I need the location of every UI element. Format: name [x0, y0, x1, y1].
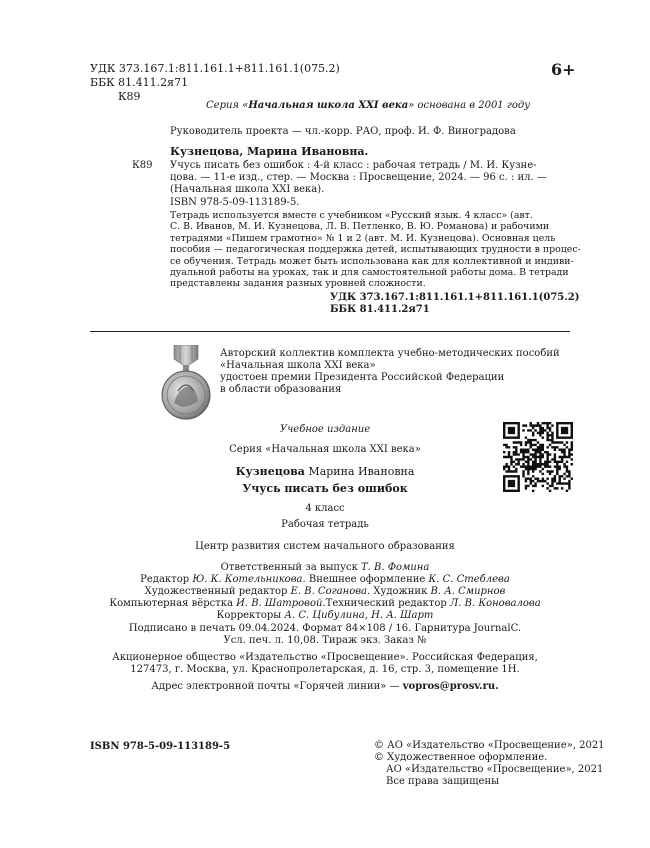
hotline-email-link[interactable]: vopros@prosv.ru.: [402, 681, 499, 692]
imprint-center: Центр развития систем начального образования: [195, 541, 455, 552]
footer-copyrights: © АО «Издательство «Просвещение», 2021 © Художественное оформление. АО «Издательство «Просвещение», 2021 Все права защищены: [374, 740, 605, 787]
imprint-grade: 4 класс: [305, 503, 345, 514]
biblio-description: Учусь писать без ошибок : 4-й класс : рабочая тетрадь / М. И. Кузне- цова. — 11-е изд., стер. — Москва : Просвещение, 2024. — 96 с. : ил. — (Начальная школа XXI века). ISBN 978-5-09-113189-5.: [170, 160, 547, 208]
imprint-author: Кузнецова Марина Ивановна: [235, 465, 415, 478]
imprint-staff: Ответственный за выпуск Т. В. Фомина Редактор Ю. К. Котельникова. Внешнее оформление К. С. Стеблева Художественный редактор Е. В. Соганова. Художник В. А. Смирнов Компьютерная вёрстка И. В. Шатровой.Технический редактор Л. В. Коновалова Корректоры А. С. Цибулина, Н. А. Шарт: [109, 562, 541, 621]
footer-isbn: ISBN 978-5-09-113189-5: [90, 741, 231, 752]
imprint-print-info: Подписано в печать 09.04.2024. Формат 84×108 / 16. Гарнитура JournalC. Усл. печ. л. 10,08. Тираж экз. Заказ №: [128, 623, 522, 646]
header-author-mark: К89: [118, 90, 141, 103]
header-udk: УДК 373.167.1:811.161.1+811.161.1(075.2): [90, 62, 340, 75]
divider: [90, 331, 570, 332]
imprint-kind: Рабочая тетрадь: [281, 519, 369, 530]
header-bbk: ББК 81.411.2я71: [90, 76, 189, 89]
imprint-hotline: Адрес электронной почты «Горячей линии» — vopros@prosv.ru.: [151, 681, 499, 692]
biblio-bbk: ББК 81.411.2я71: [330, 304, 430, 315]
age-rating-badge: 6+: [551, 60, 576, 79]
imprint-title: Учусь писать без ошибок: [242, 482, 408, 495]
project-lead: Руководитель проекта — чл.-корр. РАО, проф. И. Ф. Виноградова: [170, 126, 516, 137]
biblio-udk: УДК 373.167.1:811.161.1+811.161.1(075.2): [330, 292, 580, 303]
medal-icon: [160, 345, 212, 423]
series-note: Серия «Начальная школа XXI века» основана в 2001 году: [206, 100, 531, 111]
biblio-author: Кузнецова, Марина Ивановна.: [170, 145, 369, 158]
imprint-series: Серия «Начальная школа XXI века»: [229, 444, 421, 455]
imprint-publisher: Акционерное общество «Издательство «Просвещение». Российская Федерация, 127473, г. Москва, ул. Краснопролетарская, д. 16, стр. 3, помещение 1Н.: [112, 652, 538, 675]
edition-type: Учебное издание: [279, 424, 371, 435]
qr-code-icon: [503, 422, 573, 492]
award-text: Авторский коллектив комплекта учебно-методических пособий «Начальная школа XXI века» удостоен премии Президента Российской Федерации в области образования: [220, 348, 560, 395]
biblio-annotation: Тетрадь используется вместе с учебником «Русский язык. 4 класс» (авт. С. В. Иванов, М. И. Кузнецова, Л. В. Петленко, В. Ю. Романова) и рабочими тетрадями «Пишем грамотно» № 1 и 2 (авт. М. И. Кузнецова). Основная цель пособия — педагогическая поддержка детей, испытывающих трудности в процес- се обучения. Тетрадь может быть использована как для коллективной и индиви- дуальной работы на уроках, так и для самостоятельной работы дома. В тетради представлены задания разных уровней сложности.: [170, 210, 581, 290]
biblio-mark: К89: [132, 160, 153, 171]
